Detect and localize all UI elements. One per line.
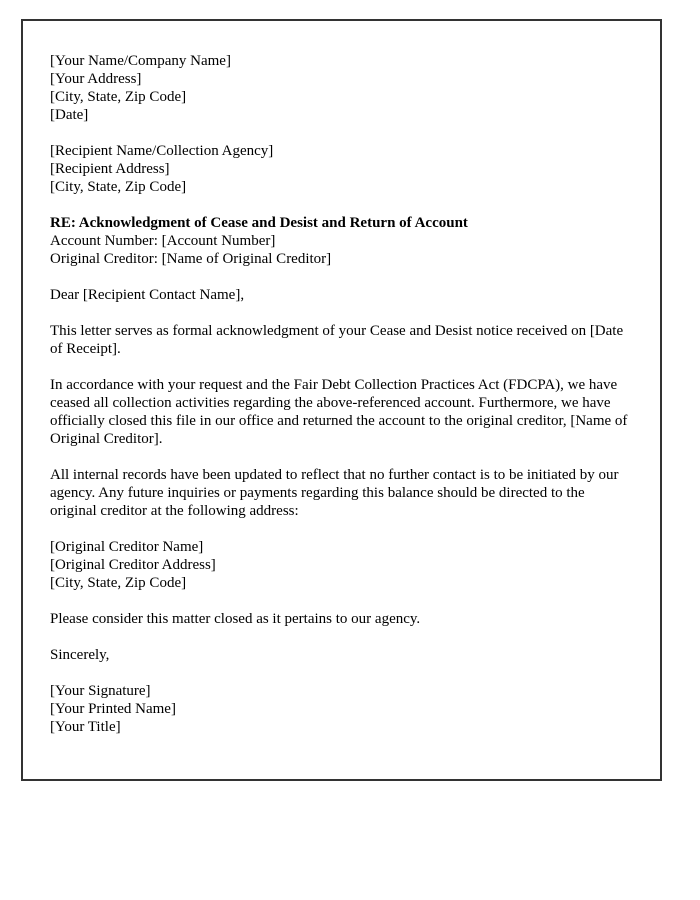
paragraph-acknowledgment: This letter serves as formal acknowledgment of your Cease and Desist notice received on [Date of Receipt].: [50, 323, 624, 357]
paragraph-fdcpa: In accordance with your request and the Fair Debt Collection Practices Act (FDCPA), we have ceased all collection activities regarding the above-referenced account. Furthermore, we have officially closed this file in our office and returned the account to the original creditor, [Name of Original Creditor].: [50, 377, 628, 447]
letter-date-line: [Date]: [50, 107, 89, 123]
signature-block: [50, 682, 632, 736]
creditor-name-line: [Original Creditor Name]: [50, 539, 204, 555]
subject-re-line: RE: Acknowledgment of Cease and Desist and Return of Account: [50, 215, 468, 231]
recipient-address-block: [50, 142, 632, 196]
title-line: [Your Title]: [50, 719, 121, 735]
original-creditor-line: Original Creditor: [Name of Original Creditor]: [50, 251, 332, 267]
creditor-address-block: [50, 538, 632, 592]
sender-name-line: [Your Name/Company Name]: [50, 53, 231, 69]
creditor-city-line: [City, State, Zip Code]: [50, 575, 187, 591]
paragraph-records: All internal records have been updated to reflect that no further contact is to be initiated by our agency. Any future inquiries or payments regarding this balance should be directed to the original creditor at the following address:: [50, 467, 619, 519]
salutation: Dear [Recipient Contact Name],: [50, 287, 245, 303]
signoff: Sincerely,: [50, 647, 110, 663]
recipient-city-line: [City, State, Zip Code]: [50, 179, 187, 195]
subject-block: [50, 214, 632, 268]
sender-city-line: [City, State, Zip Code]: [50, 89, 187, 105]
creditor-address-line: [Original Creditor Address]: [50, 557, 216, 573]
letter-document: [21, 19, 662, 781]
recipient-name-line: [Recipient Name/Collection Agency]: [50, 143, 274, 159]
sender-address-block: [50, 52, 632, 124]
account-number-line: Account Number: [Account Number]: [50, 233, 276, 249]
sender-address-line: [Your Address]: [50, 71, 142, 87]
printed-name-line: [Your Printed Name]: [50, 701, 176, 717]
closing-statement: Please consider this matter closed as it pertains to our agency.: [50, 611, 421, 627]
signature-line: [Your Signature]: [50, 683, 151, 699]
recipient-address-line: [Recipient Address]: [50, 161, 170, 177]
